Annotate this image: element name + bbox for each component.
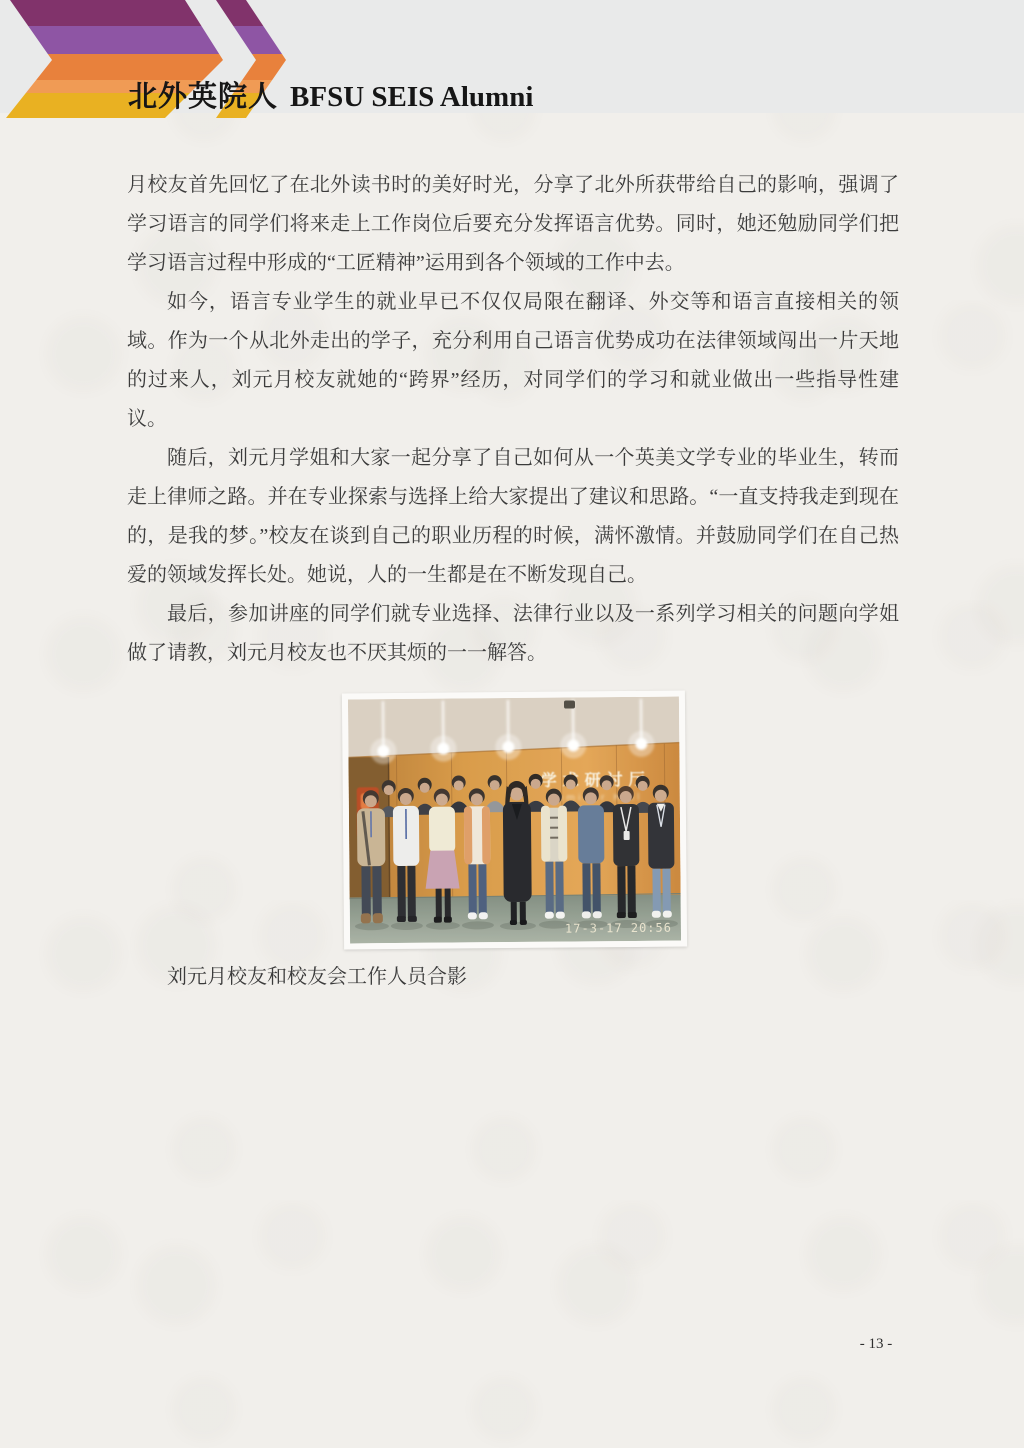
photo-exposure-overlay <box>348 697 681 944</box>
page-number: - 13 - <box>859 1336 893 1352</box>
paragraph: 随后，刘元月学姐和大家一起分享了自己如何从一个英美文学专业的毕业生，转而走上律师之路。并在专业探索与选择上给大家提出了建议和思路。“一直支持我走到现在的，是我的梦。”校友在谈到自己的职业历程的时候，满怀激情。并鼓励同学们在自己热爱的领域发挥长处。她说，人的一生都是在不断发现自己。 <box>127 447 899 586</box>
paragraph: 月校友首先回忆了在北外读书时的美好时光，分享了北外所获带给自己的影响，强调了学习语言的同学们将来走上工作岗位后要充分发挥语言优势。同时，她还勉励同学们把学习语言过程中形成的“工匠精神”运用到各个领域的工作中去。 <box>127 174 899 274</box>
masthead-title <box>128 74 533 115</box>
masthead-cjk: 北外英院人 <box>128 81 279 113</box>
paragraph: 最后，参加讲座的同学们就专业选择、法律行业以及一系列学习相关的问题向学姐做了请教，刘元月校友也不厌其烦的一一解答。 <box>127 603 899 664</box>
group-photo <box>342 691 687 950</box>
article-body <box>127 166 899 673</box>
paragraph: 如今，语言专业学生的就业早已不仅仅局限在翻译、外交等和语言直接相关的领域。作为一个从北外走出的学子，充分利用自己语言优势成功在法律领域闯出一片天地的过来人，刘元月校友就她的“跨界”经历，对同学们的学习和就业做出一些指导性建议。 <box>127 291 899 430</box>
masthead-latin: BFSU SEIS Alumni <box>290 81 534 113</box>
photo-caption: 刘元月校友和校友会工作人员合影 <box>167 966 467 988</box>
header-band <box>0 0 1024 113</box>
